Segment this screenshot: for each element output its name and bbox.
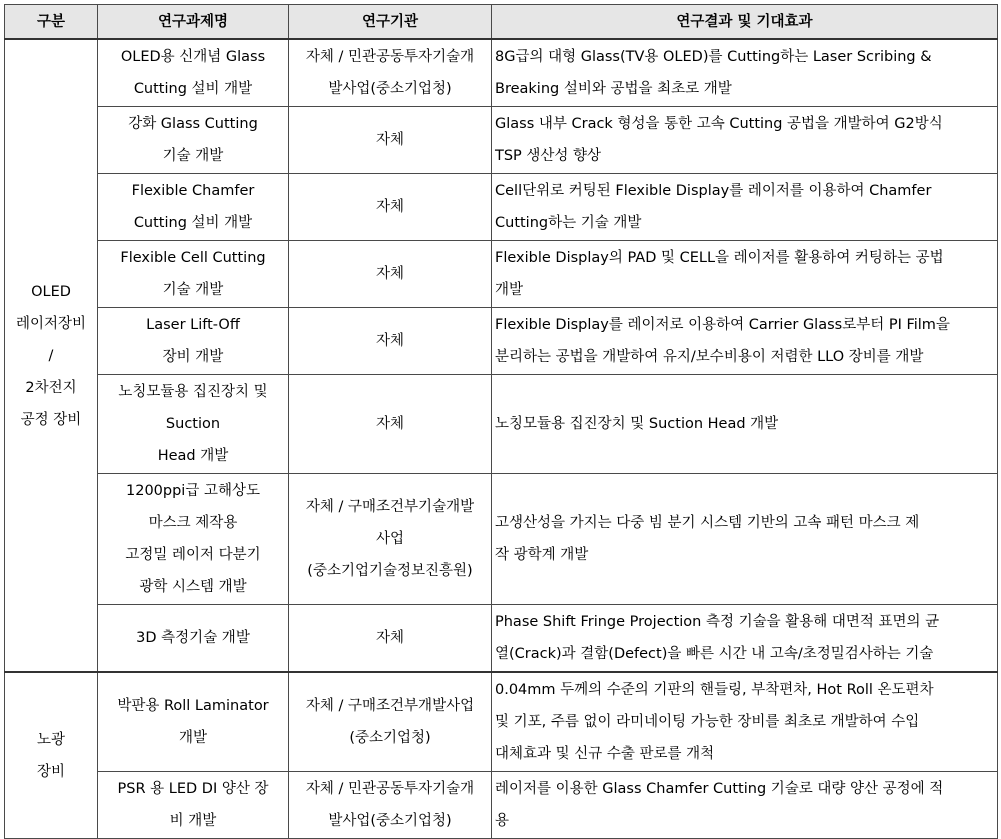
header-result: 연구결과 및 기대효과 [492,5,998,40]
task-cell: Laser Lift-Off 장비 개발 [98,308,289,375]
result-cell: Cell단위로 커팅된 Flexible Display를 레이저를 이용하여 Chamfer Cutting하는 기술 개발 [492,174,998,241]
research-table [4,4,998,839]
header-org: 연구기관 [289,5,492,40]
task-cell: 박판용 Roll Laminator 개발 [98,672,289,772]
org-cell: 자체 / 구매조건부개발사업 (중소기업청) [289,672,492,772]
category-cell: OLED 레이저장비 / 2차전지 공정 장비 [5,39,98,672]
org-cell: 자체 [289,174,492,241]
org-cell: 자체 / 구매조건부기술개발 사업 (중소기업기술정보진흥원) [289,474,492,605]
result-cell: 고생산성을 가지는 다중 빔 분기 시스템 기반의 고속 패턴 마스크 제 작 광학계 개발 [492,474,998,605]
result-cell: Flexible Display의 PAD 및 CELL을 레이저를 활용하여 커팅하는 공법 개발 [492,241,998,308]
table-row [5,375,998,474]
org-cell: 자체 [289,375,492,474]
result-cell: 0.04mm 두께의 수준의 기판의 핸들링, 부착편차, Hot Roll 온도편차 및 기포, 주름 없이 라미네이팅 가능한 장비를 최초로 개발하여 수입 대체효과 및 신규 수출 판로를 개척 [492,672,998,772]
task-cell: 노칭모듈용 집진장치 및 Suction Head 개발 [98,375,289,474]
result-cell: 노칭모듈용 집진장치 및 Suction Head 개발 [492,375,998,474]
task-cell: Flexible Cell Cutting 기술 개발 [98,241,289,308]
task-cell: 3D 측정기술 개발 [98,605,289,673]
task-cell: OLED용 신개념 Glass Cutting 설비 개발 [98,39,289,107]
result-cell: Flexible Display를 레이저로 이용하여 Carrier Glass로부터 PI Film을 분리하는 공법을 개발하여 유지/보수비용이 저렴한 LLO 장비를 개발 [492,308,998,375]
org-cell: 자체 [289,241,492,308]
task-cell: 1200ppi급 고해상도 마스크 제작용 고정밀 레이저 다분기 광학 시스템 개발 [98,474,289,605]
table-row [5,39,998,107]
org-cell: 자체 / 민관공동투자기술개 발사업(중소기업청) [289,39,492,107]
table-row [5,241,998,308]
table-row [5,672,998,772]
table-row [5,605,998,673]
org-cell: 자체 / 민관공동투자기술개 발사업(중소기업청) [289,772,492,839]
result-cell: Glass 내부 Crack 형성을 통한 고속 Cutting 공법을 개발하여 G2방식 TSP 생산성 향상 [492,107,998,174]
org-cell: 자체 [289,107,492,174]
result-cell: 8G급의 대형 Glass(TV용 OLED)를 Cutting하는 Laser Scribing & Breaking 설비와 공법을 최초로 개발 [492,39,998,107]
result-cell: 레이저를 이용한 Glass Chamfer Cutting 기술로 대량 양산 공정에 적 용 [492,772,998,839]
header-category: 구분 [5,5,98,40]
category-cell: 노광 장비 [5,672,98,839]
table-row [5,474,998,605]
task-cell: PSR 용 LED DI 양산 장 비 개발 [98,772,289,839]
task-cell: 강화 Glass Cutting 기술 개발 [98,107,289,174]
task-cell: Flexible Chamfer Cutting 설비 개발 [98,174,289,241]
org-cell: 자체 [289,308,492,375]
header-row [5,5,998,40]
result-cell: Phase Shift Fringe Projection 측정 기술을 활용해 대면적 표면의 균 열(Crack)과 결함(Defect)을 빠른 시간 내 고속/초정밀검사하는 기술 [492,605,998,673]
table-row [5,174,998,241]
org-cell: 자체 [289,605,492,673]
table-row [5,772,998,839]
table-row [5,308,998,375]
header-task: 연구과제명 [98,5,289,40]
table-row [5,107,998,174]
